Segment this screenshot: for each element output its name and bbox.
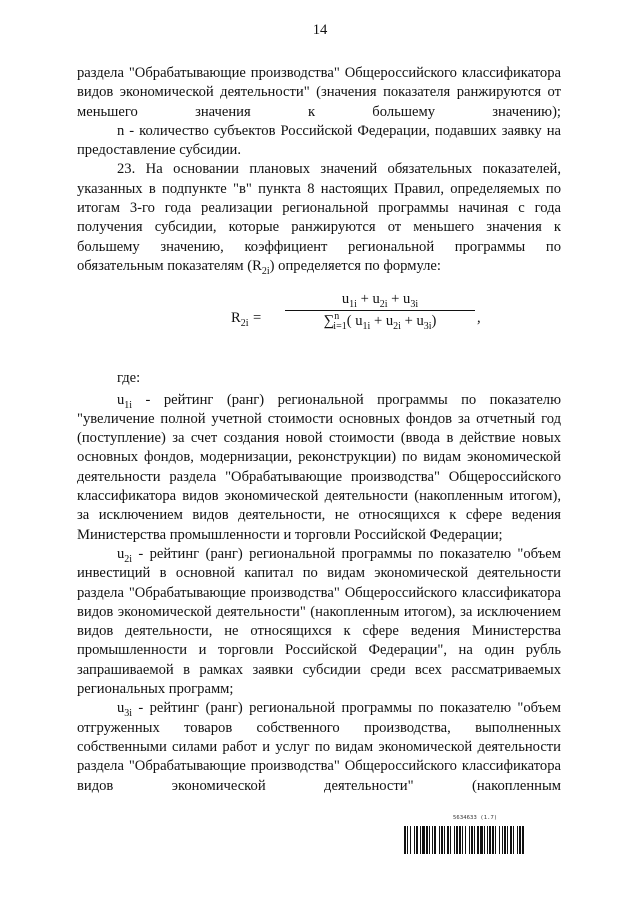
document-body (77, 64, 561, 796)
formula-equals: = (253, 310, 262, 327)
definition-u2i: $u_{2i}$ - рейтинг (ранг) региональной программы по показателю "объем инвестиций в основной капитал по видам экономической деятельности раздела "Обрабатывающие производства" Общероссийского классификатора видов экономической деятельности" (накопленным итогом), за исключением видов деятельности, не относящихся к сфере ведения Министерства промышленности и торговли Российской Федерации", на один рубль запрашиваемой в рамках заявки субсидии среди всех рассматриваемых региональных программ; (77, 545, 561, 698)
definition-u3i: $u_{3i}$ - рейтинг (ранг) региональной программы по показателю "объем отгруженных товаров собственного производства, выполненных собственными силами работ и услуг по видам экономической деятельности раздела "Обрабатывающие производства" Общероссийского классификатора видов экономической деятельности" (накопленным (77, 700, 561, 794)
formula-lhs: $R_{2i}$ (231, 310, 249, 330)
formula-comma: , (477, 310, 481, 327)
paragraph-2: n - количество субъектов Российской Федерации, подавших заявку на предоставление субсидии. (77, 122, 561, 159)
formula-numerator: $u_{1i} + u_{2i} + u_{3i}$ (285, 291, 475, 311)
definition-u1i: $u_{1i}$ - рейтинг (ранг) региональной программы по показателю "увеличение полной учетной стоимости основных фондов за отчетный год (поступление) за счет создания новой стоимости (ввода в действие новых основных фондов, модернизации, реконструкции) по видам экономической деятельности раздела "Обрабатывающие производства" Общероссийского классификатора видов экономической деятельности (накопленным итогом), за исключением видов деятельности, не относящихся к сфере ведения Министерства промышленности и торговли Российской Федерации; (77, 391, 561, 543)
formula-denominator: ∑$^n_{i=1}$( $u_{1i} + u_{2i} + u_{3i}$) (323, 311, 437, 333)
paragraph-3-text: 23. На основании плановых значений обязательных показателей, указанных в подпункте "в" пункта 8 настоящих Правил, определяемых по итогам 3-го года реализации региональной программы начиная с года получения субсидии, которые ранжируются от меньшего значения к большему значению, коэффициент региональной программы по обязательным показателям (R (77, 161, 561, 274)
where-label: где: (117, 370, 141, 387)
paragraph-3-tail: ) определяется по формуле: (269, 257, 441, 274)
page-number: 14 (312, 22, 328, 38)
paragraph-1: раздела "Обрабатывающие производства" Общероссийского классификатора видов экономической деятельности" (значения показателя ранжируются от меньшего значения к большему значению); (77, 65, 561, 120)
paragraph-3-sub: 2i (261, 265, 270, 277)
barcode-icon (404, 826, 564, 854)
paragraph-3 (77, 160, 561, 276)
barcode-label: 5634633 (1.7) (453, 815, 498, 821)
formula-fraction (285, 291, 475, 333)
formula (77, 285, 561, 357)
